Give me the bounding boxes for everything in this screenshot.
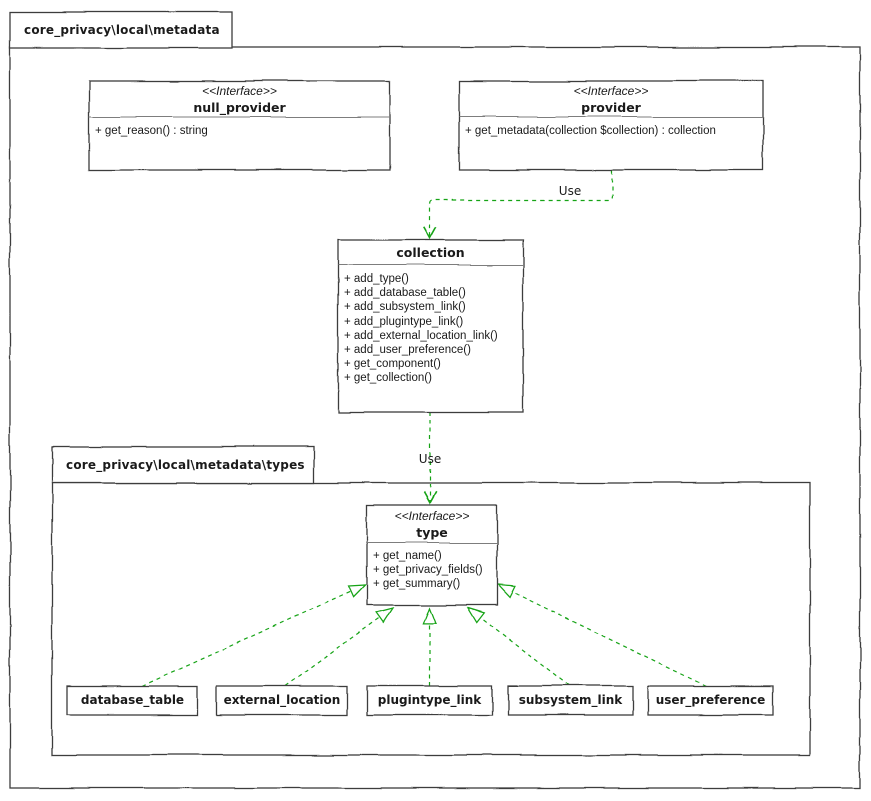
method-item: + add_external_location_link()	[344, 329, 498, 342]
null-provider-stereotype: <<Interface>>	[202, 84, 277, 98]
method-item: + get_collection()	[344, 372, 432, 385]
type-methods	[373, 549, 493, 592]
provider-stereotype: <<Interface>>	[573, 84, 649, 98]
external-location-label: external_location	[223, 693, 341, 707]
null-provider-header	[89, 84, 390, 116]
method-item: + get_reason() : string	[95, 125, 208, 137]
method-item: + get_summary()	[373, 578, 461, 591]
collection-methods	[344, 272, 519, 386]
method-item: + get_component()	[344, 358, 441, 371]
provider-methods	[465, 124, 759, 138]
outer-package-label: core_privacy\local\metadata	[24, 23, 220, 37]
method-item: + add_subsystem_link()	[344, 301, 466, 314]
inner-package-label: core_privacy\local\metadata\types	[66, 458, 305, 472]
user-preference-label: user_preference	[655, 693, 766, 707]
type-stereotype: <<Interface>>	[394, 509, 470, 523]
plugintype-link-label: plugintype_link	[377, 693, 482, 707]
method-item: + get_metadata(collection $collection) : collection	[465, 125, 716, 137]
use-label-provider-collection: Use	[558, 184, 582, 198]
collection-name: collection	[396, 245, 465, 260]
method-item: + get_privacy_fields()	[373, 564, 483, 577]
method-item: + add_type()	[344, 273, 409, 285]
use-label-collection-type: Use	[418, 452, 442, 466]
method-item: + get_name()	[373, 550, 442, 562]
subsystem-link-label: subsystem_link	[518, 693, 623, 707]
provider-name: provider	[581, 100, 641, 115]
database-table-label: database_table	[80, 693, 185, 707]
null-provider-methods	[95, 124, 385, 138]
method-item: + add_plugintype_link()	[344, 315, 464, 328]
type-header	[367, 509, 497, 541]
collection-header	[338, 244, 523, 261]
type-name: type	[416, 525, 448, 540]
null-provider-name: null_provider	[193, 100, 286, 115]
method-item: + add_database_table()	[344, 287, 466, 300]
method-item: + add_user_preference()	[344, 343, 471, 356]
provider-header	[459, 84, 763, 116]
